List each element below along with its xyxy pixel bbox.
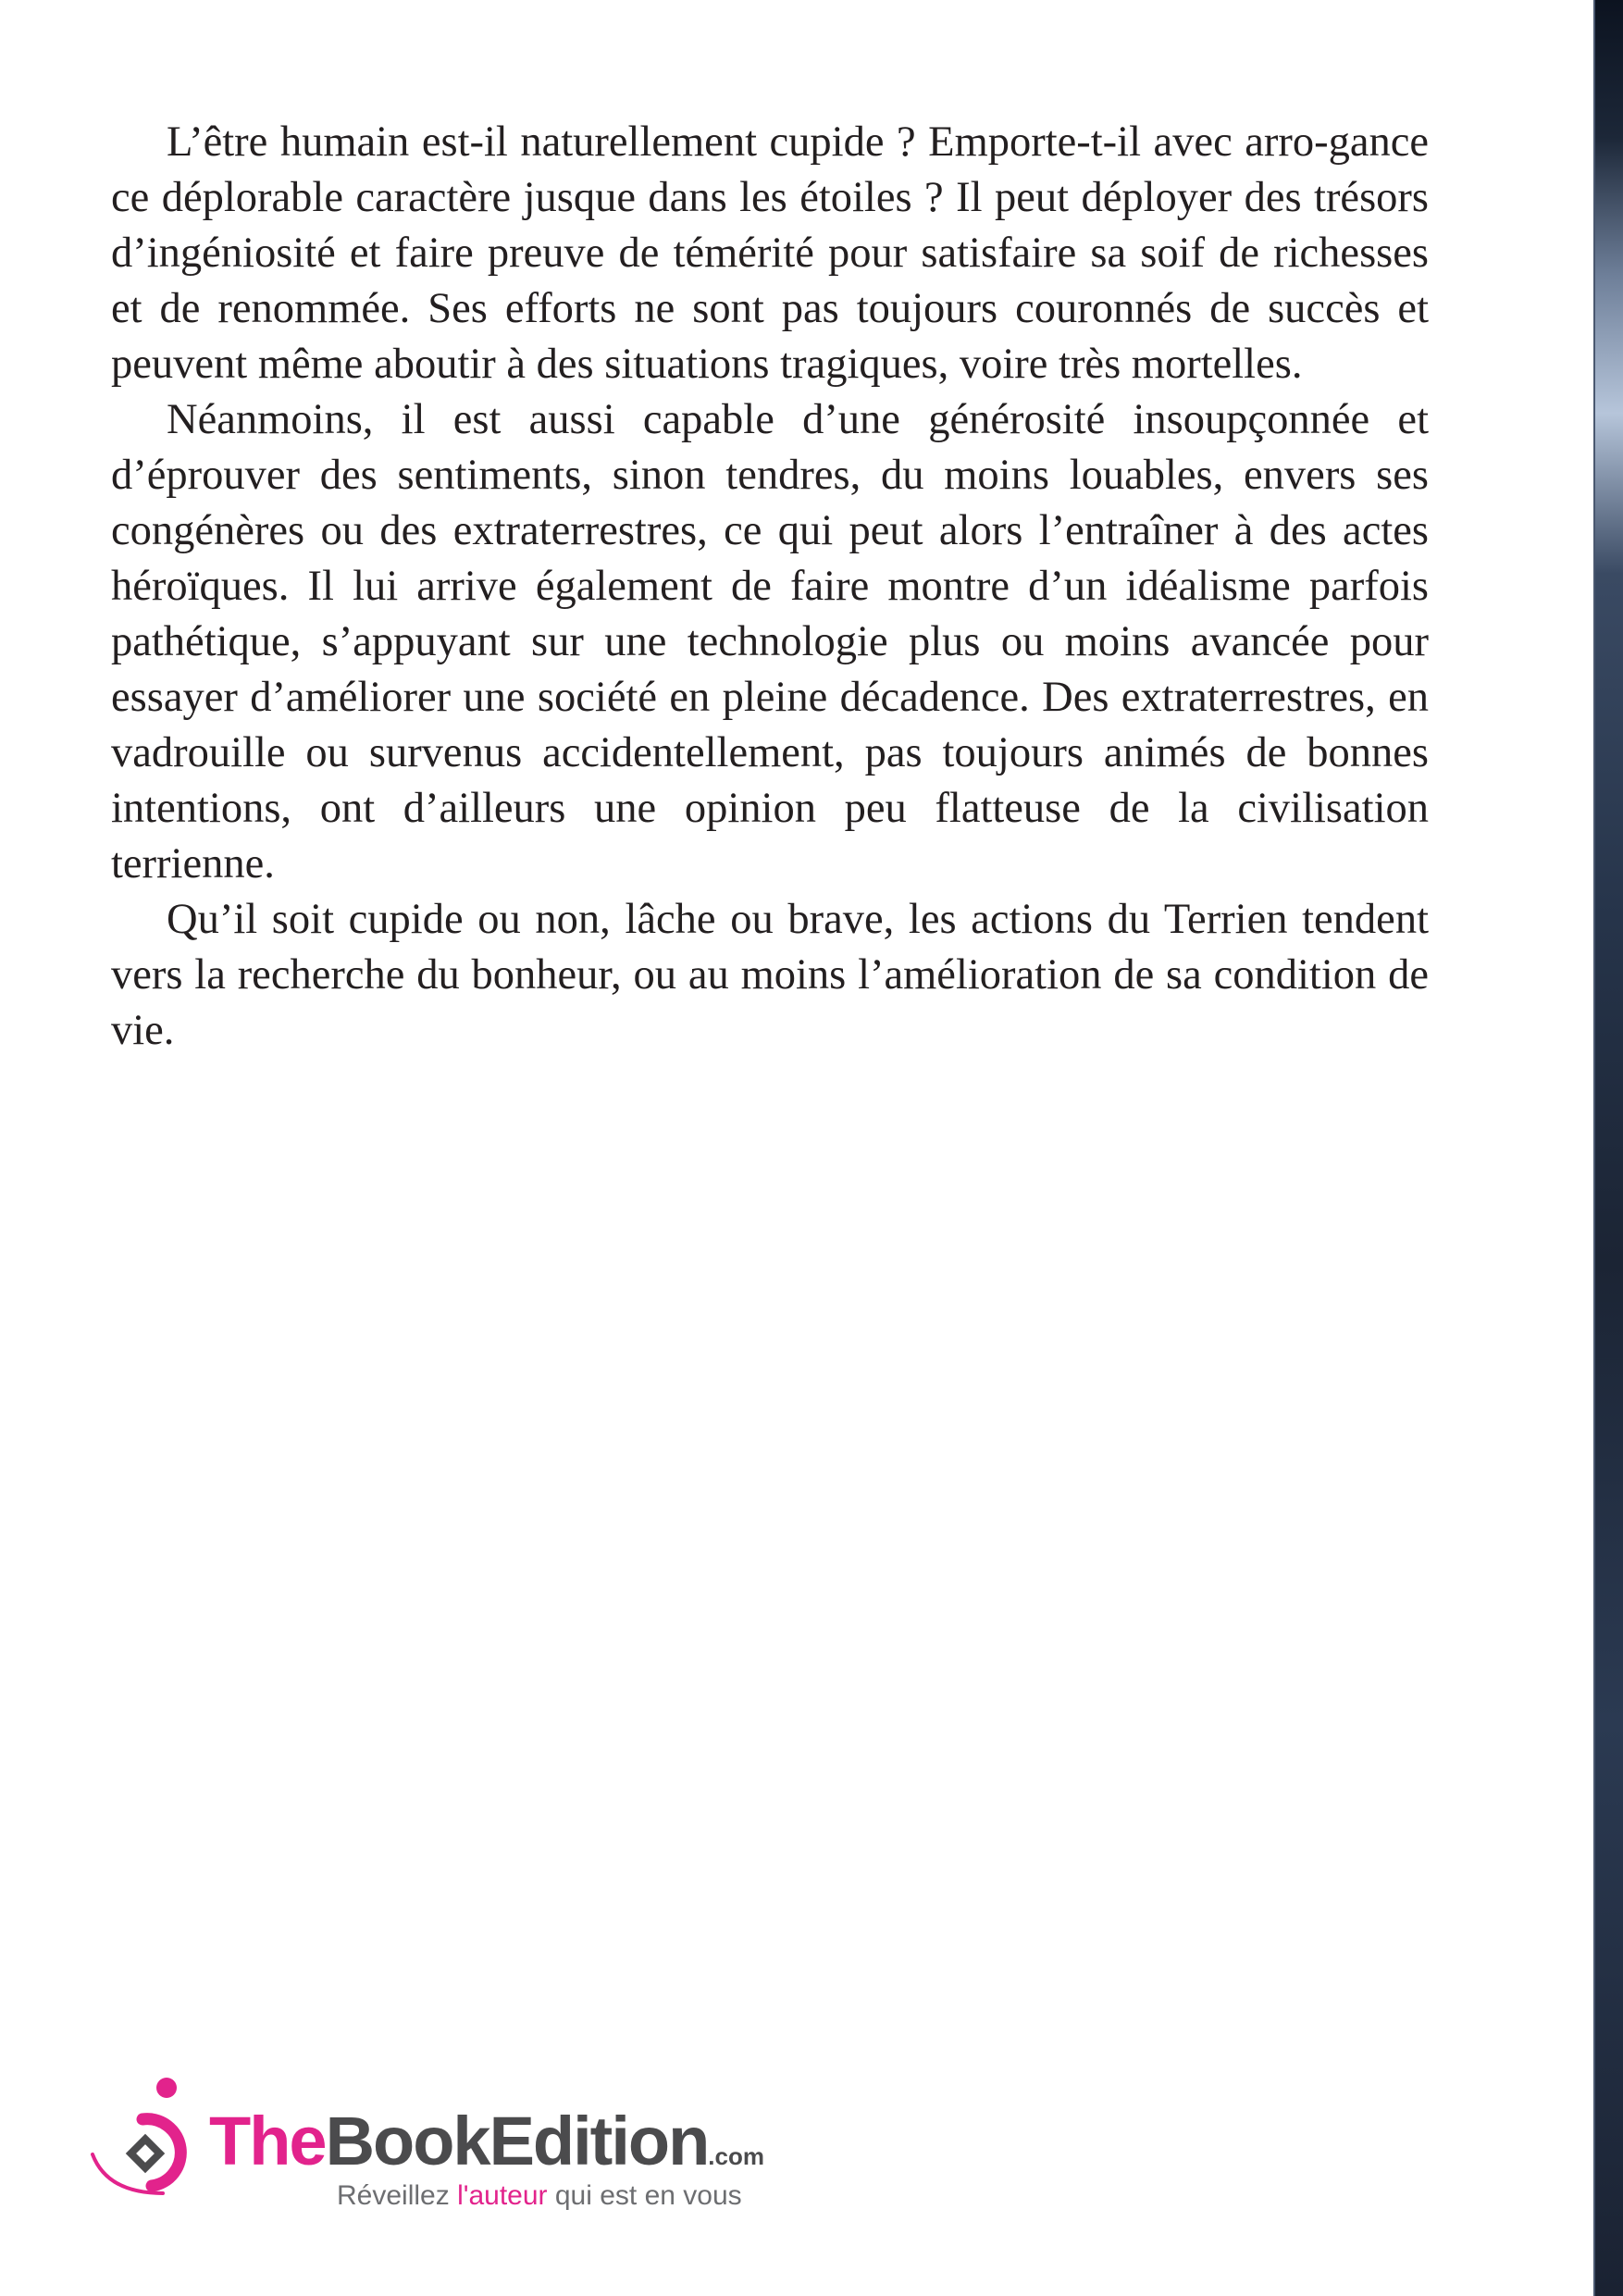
cover-spine-edge — [1593, 0, 1623, 2296]
publisher-logo-icon — [89, 2073, 200, 2203]
blurb-paragraph-2: Néanmoins, il est aussi capable d’une générosité insoupçonnée et d’éprouver des sentiments, sinon tendres, du moins louables, envers ses congénères ou des extraterrestres, ce qui peut alors l’entraîner à des actes héroïques. Il lui arrive également de faire montre d’un idéalisme parfois pathétique, s’appuyant sur une technologie plus ou moins avancée pour essayer d’améliorer une société en pleine décadence. Des extraterrestres, en vadrouille ou survenus accidentellement, pas toujours animés de bonnes intentions, ont d’ailleurs une opinion peu flatteuse de la civilisation terrienne. — [111, 396, 1429, 887]
tagline-start: Réveillez — [337, 2180, 458, 2211]
blurb-paragraph-1: L’être humain est-il naturellement cupide ? Emporte-t-il avec arro-gance ce déplorable caractère jusque dans les étoiles ? Il peut déployer des trésors d’ingéniosité et faire preuve de témérité pour satisfaire sa soif de richesses et de renommée. Ses efforts ne sont pas toujours couronnés de succès et peuvent même aboutir à des situations tragiques, voire très mortelles. — [111, 118, 1429, 388]
blurb-text — [111, 115, 1429, 1059]
publisher-name-bookedition: BookEdition — [325, 2103, 709, 2179]
publisher-tagline — [337, 2180, 742, 2212]
thebookedition-logo — [89, 2073, 829, 2221]
blurb-paragraph-3: Qu’il soit cupide ou non, lâche ou brave, les actions du Terrien tendent vers la recherche du bonheur, ou au moins l’amélioration de sa condition de vie. — [111, 896, 1429, 1054]
publisher-name-suffix: .com — [708, 2142, 764, 2170]
tagline-accent: l'auteur — [457, 2180, 548, 2211]
publisher-name-the: The — [209, 2103, 326, 2179]
tagline-end: qui est en vous — [547, 2180, 742, 2211]
